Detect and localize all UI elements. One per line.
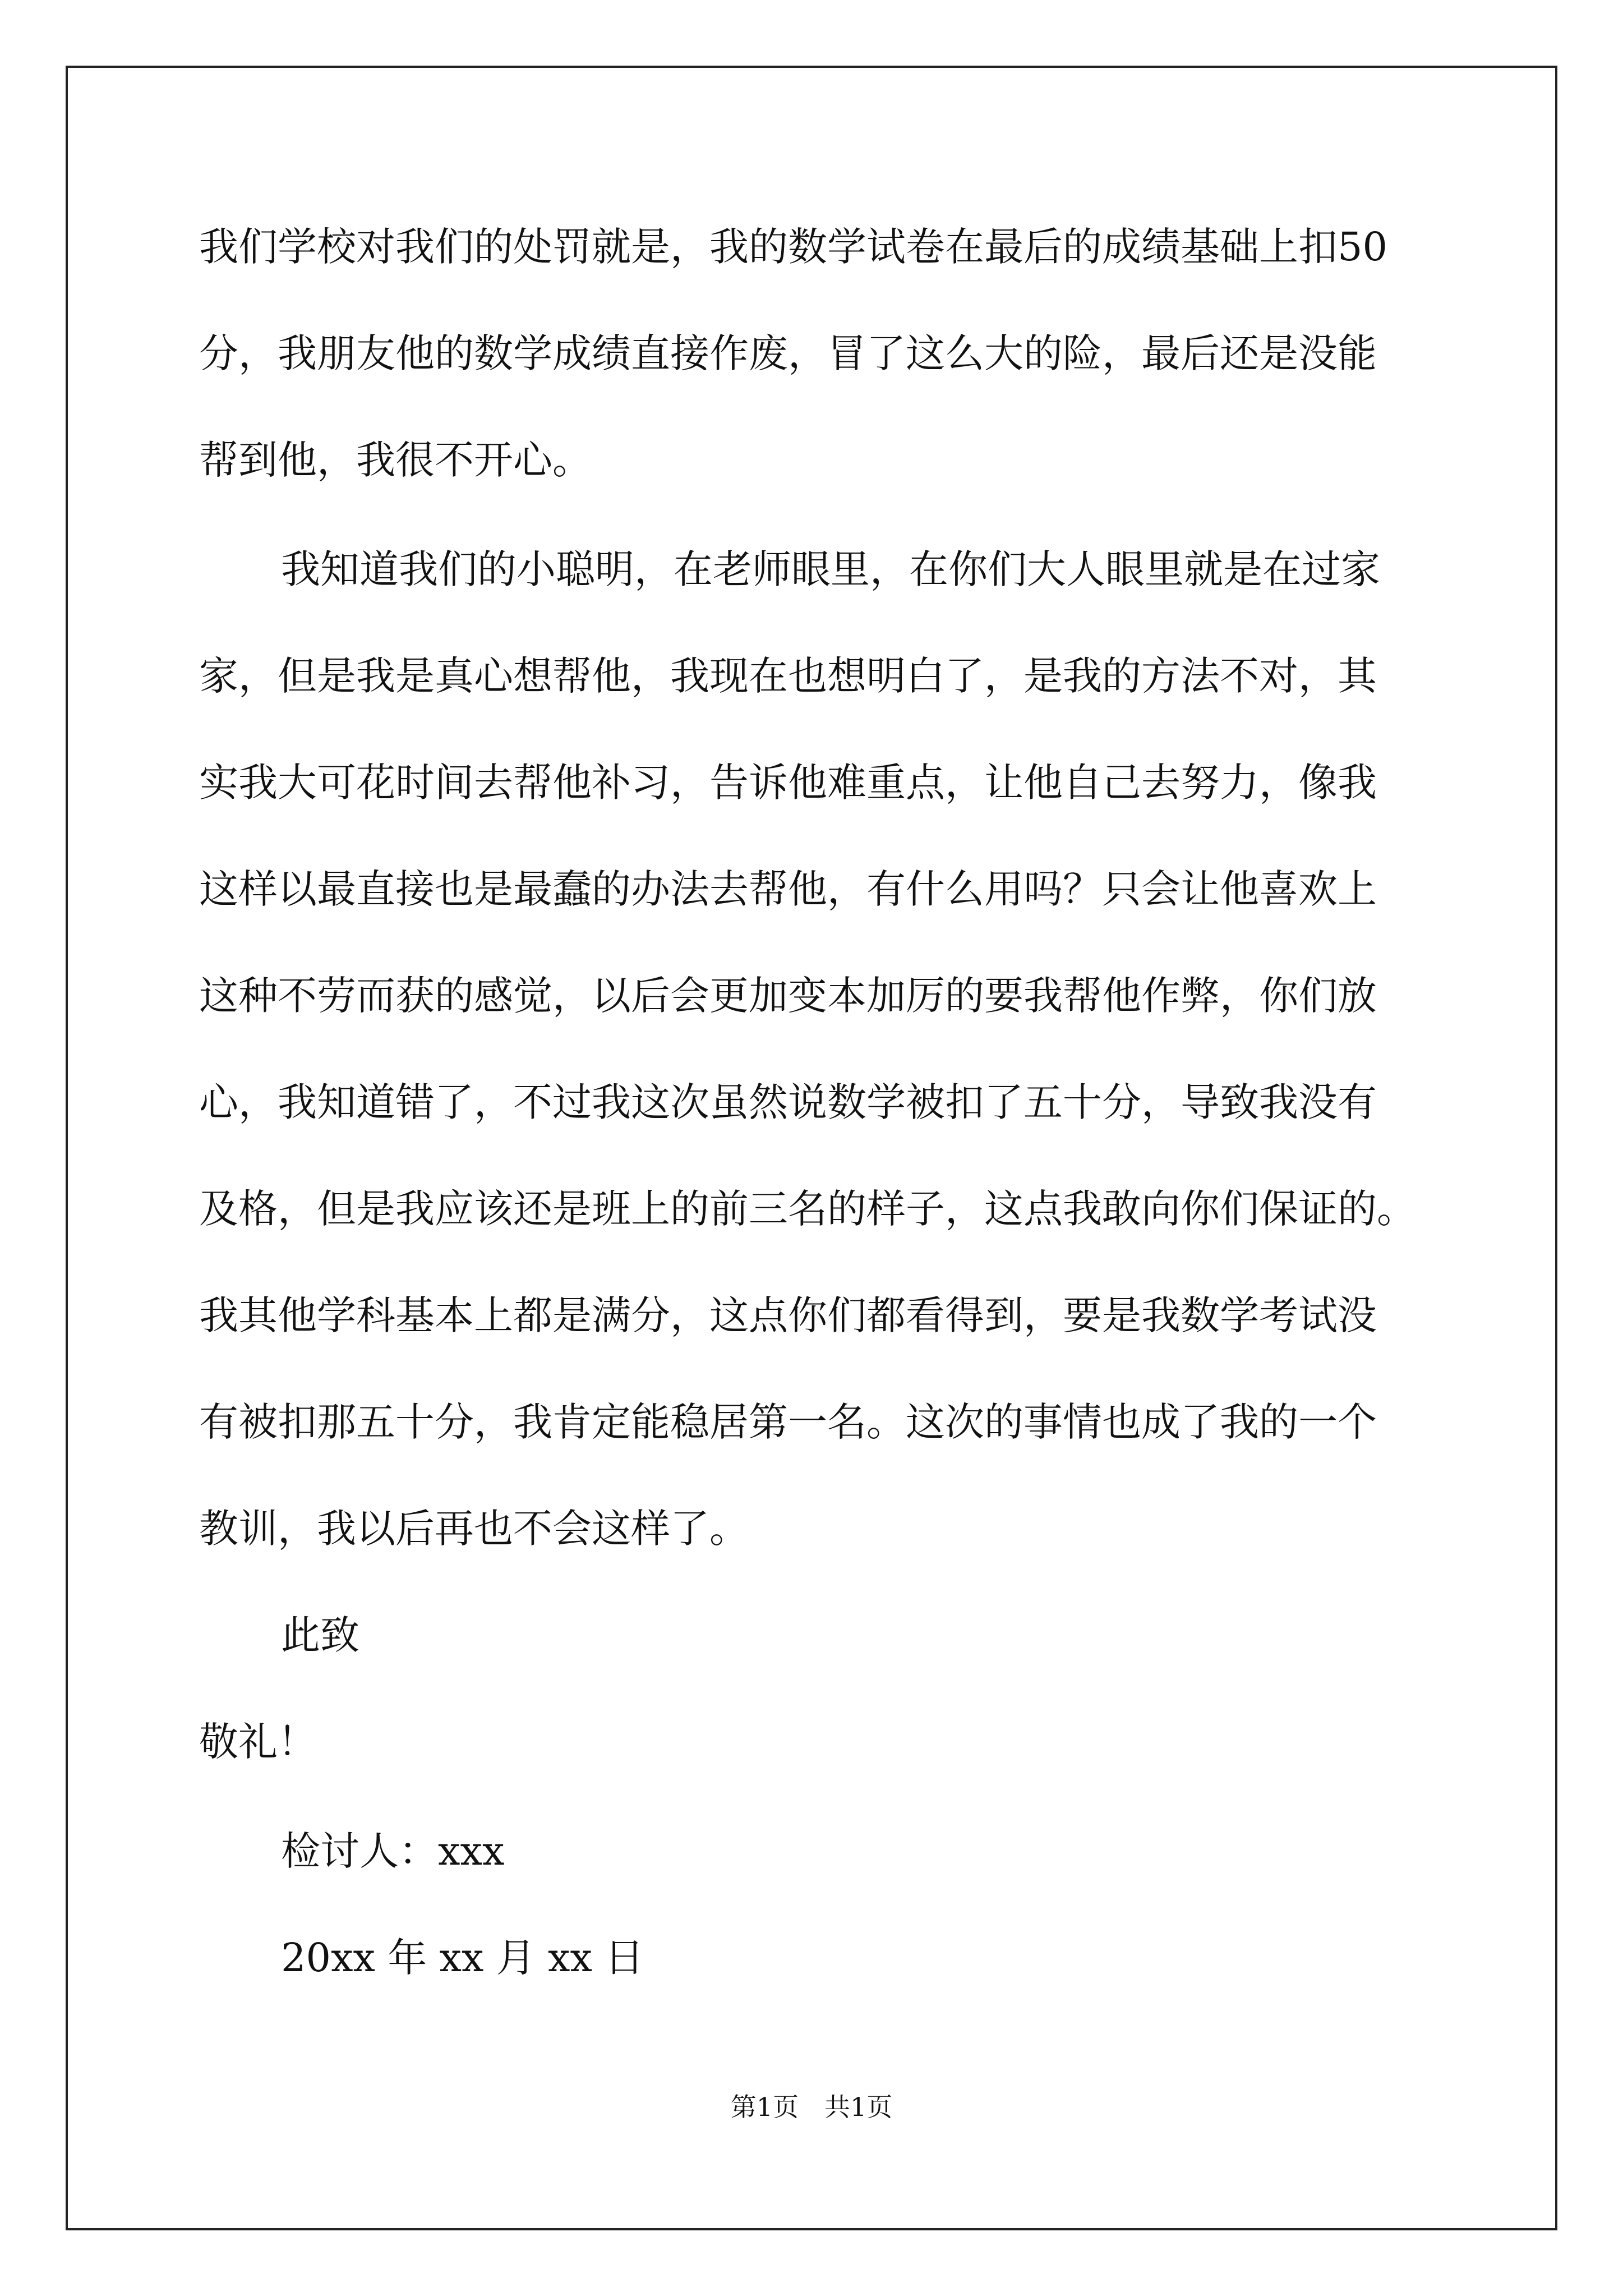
body-line: 这样以最直接也是最蠢的办法去帮他，有什么用吗？只会让他喜欢上 <box>199 866 1377 912</box>
page-border <box>66 66 1557 2230</box>
body-line: 我其他学科基本上都是满分，这点你们都看得到，要是我数学考试没 <box>199 1292 1377 1338</box>
closing-regards: 敬礼！ <box>199 1719 317 1765</box>
signer: 检讨人：xxx <box>281 1828 505 1874</box>
body-line: 家，但是我是真心想帮他，我现在也想明白了，是我的方法不对，其 <box>199 653 1377 699</box>
body-line: 及格，但是我应该还是班上的前三名的样子，这点我敢向你们保证的。 <box>199 1186 1416 1232</box>
body-line: 我知道我们的小聪明，在老师眼里，在你们大人眼里就是在过家 <box>281 546 1380 592</box>
body-line: 分，我朋友他的数学成绩直接作废，冒了这么大的险，最后还是没能 <box>199 330 1377 376</box>
body-line: 教训，我以后再也不会这样了。 <box>199 1506 749 1552</box>
body-line: 有被扣那五十分，我肯定能稳居第一名。这次的事情也成了我的一个 <box>199 1399 1377 1445</box>
page-footer: 第1页 共1页 <box>730 2092 893 2122</box>
closing-salutation: 此致 <box>281 1612 359 1658</box>
body-line: 实我大可花时间去帮他补习，告诉他难重点，让他自己去努力，像我 <box>199 760 1377 806</box>
body-line: 我们学校对我们的处罚就是，我的数学试卷在最后的成绩基础上扣50 <box>199 224 1388 270</box>
body-line: 这种不劳而获的感觉，以后会更加变本加厉的要我帮他作弊，你们放 <box>199 973 1377 1019</box>
body-line: 帮到他，我很不开心。 <box>199 437 592 483</box>
signature-date: 20xx 年 xx 月 xx 日 <box>281 1935 644 1981</box>
body-line: 心，我知道错了，不过我这次虽然说数学被扣了五十分，导致我没有 <box>199 1079 1377 1125</box>
